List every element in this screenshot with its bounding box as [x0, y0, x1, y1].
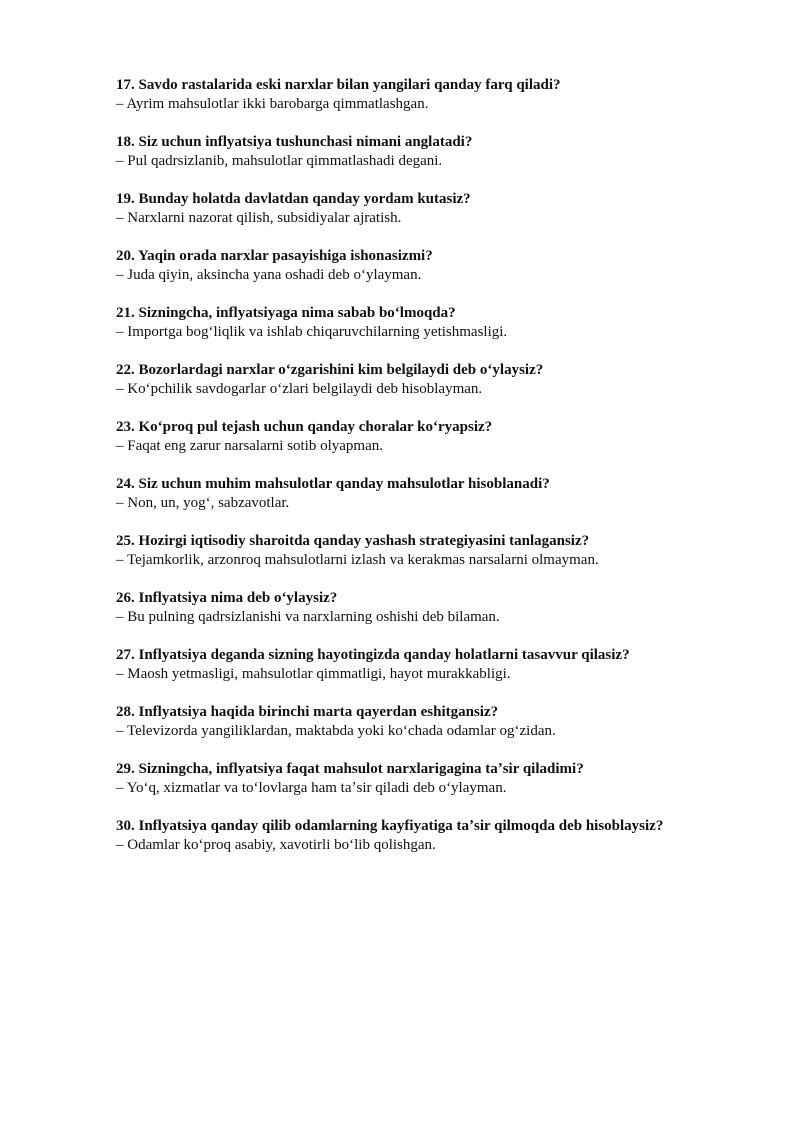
question-text: 22. Bozorlardagi narxlar oʻzgarishini kim belgilaydi deb oʻylaysiz?: [116, 362, 544, 378]
answer-text: – Importga bogʻliqlik va ishlab chiqaruvchilarning yetishmasligi.: [116, 324, 508, 340]
answer-text: – Bu pulning qadrsizlanishi va narxlarning oshishi deb bilaman.: [116, 609, 500, 625]
answer-text: – Maosh yetmasligi, mahsulotlar qimmatligi, hayot murakkabligi.: [116, 666, 511, 682]
question-text: 21. Sizningcha, inflyatsiyaga nima sabab boʻlmoqda?: [116, 305, 456, 321]
qa-item: [116, 304, 740, 342]
question-text: 30. Inflyatsiya qanday qilib odamlarning kayfiyatiga taʼsir qilmoqda deb hisoblaysiz?: [116, 818, 664, 834]
qa-item: [116, 760, 740, 798]
qa-item: [116, 817, 740, 855]
answer-text: – Yoʻq, xizmatlar va toʻlovlarga ham taʼsir qiladi deb oʻylayman.: [116, 780, 507, 796]
answer-text: – Narxlarni nazorat qilish, subsidiyalar ajratish.: [116, 210, 402, 226]
answer-text: – Faqat eng zarur narsalarni sotib olyapman.: [116, 438, 383, 454]
qa-item: [116, 703, 740, 741]
question-text: 24. Siz uchun muhim mahsulotlar qanday mahsulotlar hisoblanadi?: [116, 476, 550, 492]
qa-item: [116, 532, 740, 570]
answer-text: – Koʻpchilik savdogarlar oʻzlari belgilaydi deb hisoblayman.: [116, 381, 483, 397]
answer-text: – Pul qadrsizlanib, mahsulotlar qimmatlashadi degani.: [116, 153, 443, 169]
answer-text: – Odamlar koʻproq asabiy, xavotirli boʻlib qolishgan.: [116, 837, 436, 853]
qa-item: [116, 133, 740, 171]
answer-text: – Tejamkorlik, arzonroq mahsulotlarni izlash va kerakmas narsalarni olmayman.: [116, 552, 599, 568]
qa-item: [116, 361, 740, 399]
answer-text: – Non, un, yogʻ, sabzavotlar.: [116, 495, 290, 511]
qa-item: [116, 418, 740, 456]
question-text: 19. Bunday holatda davlatdan qanday yordam kutasiz?: [116, 191, 471, 207]
qa-item: [116, 646, 740, 684]
question-text: 23. Koʻproq pul tejash uchun qanday choralar koʻryapsiz?: [116, 419, 493, 435]
answer-text: – Ayrim mahsulotlar ikki barobarga qimmatlashgan.: [116, 96, 429, 112]
question-text: 20. Yaqin orada narxlar pasayishiga ishonasizmi?: [116, 248, 433, 264]
question-text: 25. Hozirgi iqtisodiy sharoitda qanday yashash strategiyasini tanlagansiz?: [116, 533, 590, 549]
answer-text: – Televizorda yangiliklardan, maktabda yoki koʻchada odamlar ogʻzidan.: [116, 723, 556, 739]
qa-item: [116, 475, 740, 513]
question-text: 26. Inflyatsiya nima deb oʻylaysiz?: [116, 590, 338, 606]
question-text: 27. Inflyatsiya deganda sizning hayotingizda qanday holatlarni tasavvur qilasiz?: [116, 647, 630, 663]
answer-text: – Juda qiyin, aksincha yana oshadi deb oʻylayman.: [116, 267, 422, 283]
question-text: 18. Siz uchun inflyatsiya tushunchasi nimani anglatadi?: [116, 134, 473, 150]
qa-item: [116, 247, 740, 285]
qa-item: [116, 190, 740, 228]
question-text: 29. Sizningcha, inflyatsiya faqat mahsulot narxlarigagina taʼsir qiladimi?: [116, 761, 584, 777]
question-text: 17. Savdo rastalarida eski narxlar bilan yangilari qanday farq qiladi?: [116, 77, 561, 93]
question-text: 28. Inflyatsiya haqida birinchi marta qayerdan eshitgansiz?: [116, 704, 499, 720]
qa-item: [116, 589, 740, 627]
qa-item: [116, 76, 740, 114]
